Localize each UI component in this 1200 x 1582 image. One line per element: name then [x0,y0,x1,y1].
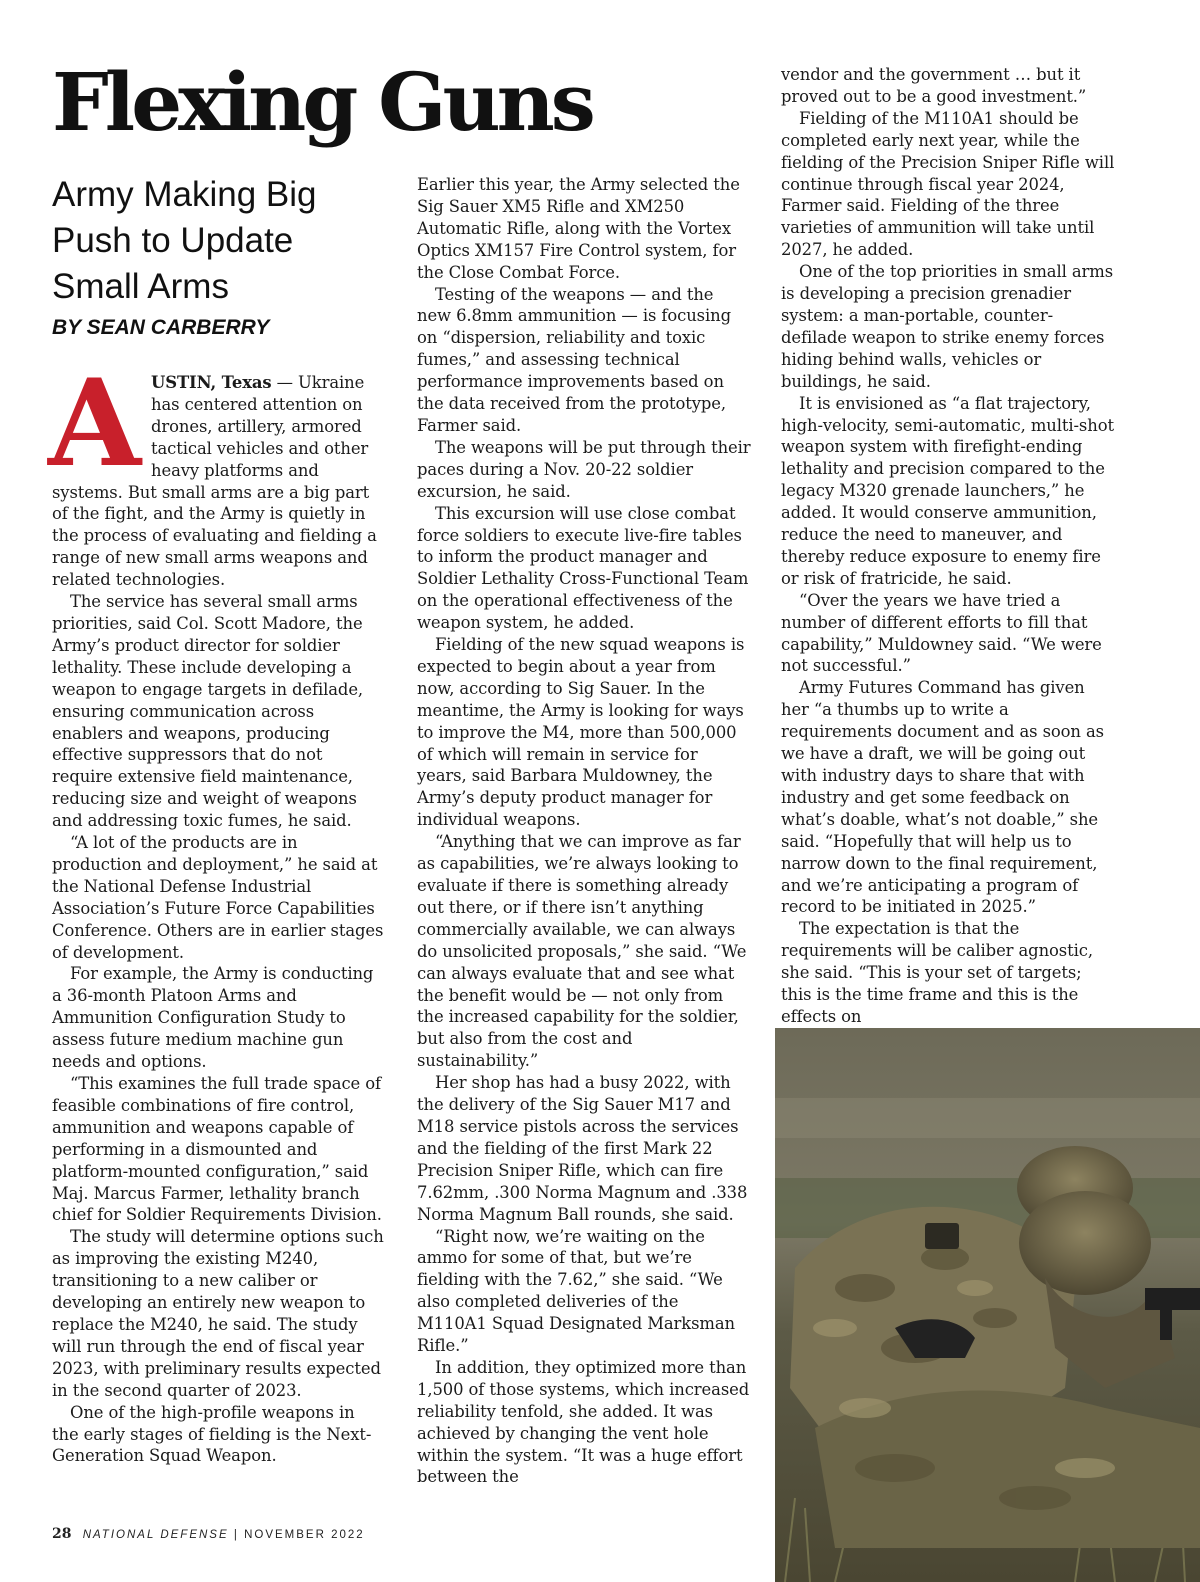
byline: BY SEAN CARBERRY [52,316,270,339]
drop-cap: A [48,353,142,494]
paragraph: One of the top priorities in small arms is developing a precision grenadier system: a man-portable, counter-defilade weapon to strike enemy forces hiding behind walls, vehicles or buildings, he said. [781,262,1114,391]
publication-name: NATIONAL DEFENSE [82,1529,229,1541]
paragraph: “This examines the full trade space of feasible combinations of fire control, ammunition and weapons capable of performing in a dismounted and platform-mounted configuration,” said Maj. Marcus Farmer, lethality branch chief for Soldier Requirements Division. [52,1074,382,1225]
paragraph: One of the high-profile weapons in the early stages of fielding is the Next-Generation Squad Weapon. [52,1402,372,1466]
paragraph: “Anything that we can improve as far as capabilities, we’re always looking to evaluate if there is something already out there, or if there isn’t anything commercially available, we can always do unsolicited proposals,” she said. “We can always evaluate that and see what the benefit would be — not only from the increased capability for the soldier, but also from the cost and sustainability.” [417,832,747,1071]
paragraph: For example, the Army is conducting a 36-month Platoon Arms and Ammunition Configuration Study to assess future medium machine gun needs and options. [52,964,374,1072]
paragraph: The weapons will be put through their paces during a Nov. 20-22 soldier excursion, he said. [417,437,751,501]
paragraph: In addition, they optimized more than 1,500 of those systems, which increased reliability tenfold, she added. It was achieved by changing the vent hole within the system. “It was a huge effort between the [417,1357,750,1487]
paragraph: Testing of the weapons — and the new 6.8mm ammunition — is focusing on “dispersion, reliability and toxic fumes,” and assessing technical performance improvements based on the data received from the prototype, Farmer said. [417,284,731,435]
headline: Flexing Guns [52,55,592,149]
paragraph: The study will determine options such as improving the existing M240, transitioning to a new caliber or developing an entirely new weapon to replace the M240, he said. The study will run through the end of fiscal year 2023, with preliminary results expected in the second quarter of 2023. [52,1227,384,1400]
page-number: 28 [52,1526,72,1542]
issue-date: NOVEMBER 2022 [244,1529,365,1541]
paragraph: Her shop has had a busy 2022, with the delivery of the Sig Sauer M17 and M18 service pistols across the services and the fielding of the first Mark 22 Precision Sniper Rifle, which can fire 7.62mm, .300 Norma Magnum and .338 Norma Magnum Ball rounds, she said. [417,1073,748,1224]
article-column-1 [48,353,384,1467]
paragraph: The expectation is that the requirements will be caliber agnostic, she said. “This is your set of targets; this is the time frame and this is the effects on [781,919,1093,1026]
soldiers-photo [775,1028,1200,1582]
article-column-2 [417,174,751,1488]
footer-separator: | [233,1529,239,1541]
lead-text: — Ukraine has centered attention on drones, artillery, armored tactical vehicles and other heavy platforms and systems. But small arms are a big part of the fight, and the Army is quietly in the process of evaluating and fielding a range of new small arms weapons and related technologies. [52,373,377,590]
page-footer [52,1526,365,1543]
article-column-3 [781,64,1117,1028]
paragraph: Fielding of the new squad weapons is expected to begin about a year from now, according to Sig Sauer. In the meantime, the Army is looking for ways to improve the M4, more than 500,000 of which will remain in service for years, said Barbara Muldowney, the Army’s deputy product manager for individual weapons. [417,635,745,830]
paragraph: Earlier this year, the Army selected the Sig Sauer XM5 Rifle and XM250 Automatic Rifle, along with the Vortex Optics XM157 Fire Control system, for the Close Combat Force. [417,175,740,282]
paragraph: The service has several small arms priorities, said Col. Scott Madore, the Army’s product director for soldier lethality. These include developing a weapon to engage targets in defilade, ensuring communication across enablers and weapons, producing effective suppressors that do not require extensive field maintenance, reducing size and weight of weapons and addressing toxic fumes, he said. [52,592,364,831]
paragraph: This excursion will use close combat force soldiers to execute live-fire tables to inform the product manager and Soldier Lethality Cross-Functional Team on the operational effectiveness of the weapon system, he added. [417,503,749,633]
paragraph: “Over the years we have tried a number of different efforts to fill that capability,” Muldowney said. “We were not successful.” [781,590,1102,676]
paragraph: Fielding of the M110A1 should be completed early next year, while the fielding of the Precision Sniper Rifle will continue through fiscal year 2024, Farmer said. Fielding of the three varieties of ammunition will take until 2027, he added. [781,108,1115,260]
paragraph: It is envisioned as “a flat trajectory, high-velocity, semi-automatic, multi-shot weapon system with firefight-ending lethality and precision compared to the legacy M320 grenade launchers,” he added. It would conserve ammunition, reduce the need to maneuver, and thereby reduce exposure to enemy fire or risk of fratricide, he said. [781,393,1114,588]
deck-subtitle: Army Making Big Push to Update Small Arms [52,175,317,306]
paragraph: “Right now, we’re waiting on the ammo for some of that, but we’re fielding with the 7.62,” she said. “We also completed deliveries of the M110A1 Squad Designated Marksman Rifle.” [417,1226,736,1356]
paragraph: “A lot of the products are in production and deployment,” he said at the National Defense Industrial Association’s Future Force Capabilities Conference. Others are in earlier stages of development. [52,833,384,962]
paragraph: vendor and the government … but it proved out to be a good investment.” [781,65,1087,106]
paragraph: Army Futures Command has given her “a thumbs up to write a requirements document and as soon as we have a draft, we will be going out with industry days to share that with industry and get some feedback on what’s doable, what’s not doable,” she said. “Hopefully that will help us to narrow down to the final requirement, and we’re anticipating a program of record to be initiated in 2025.” [781,678,1104,917]
lead-paragraph [48,353,384,591]
dateline: USTIN, Texas [151,373,272,392]
